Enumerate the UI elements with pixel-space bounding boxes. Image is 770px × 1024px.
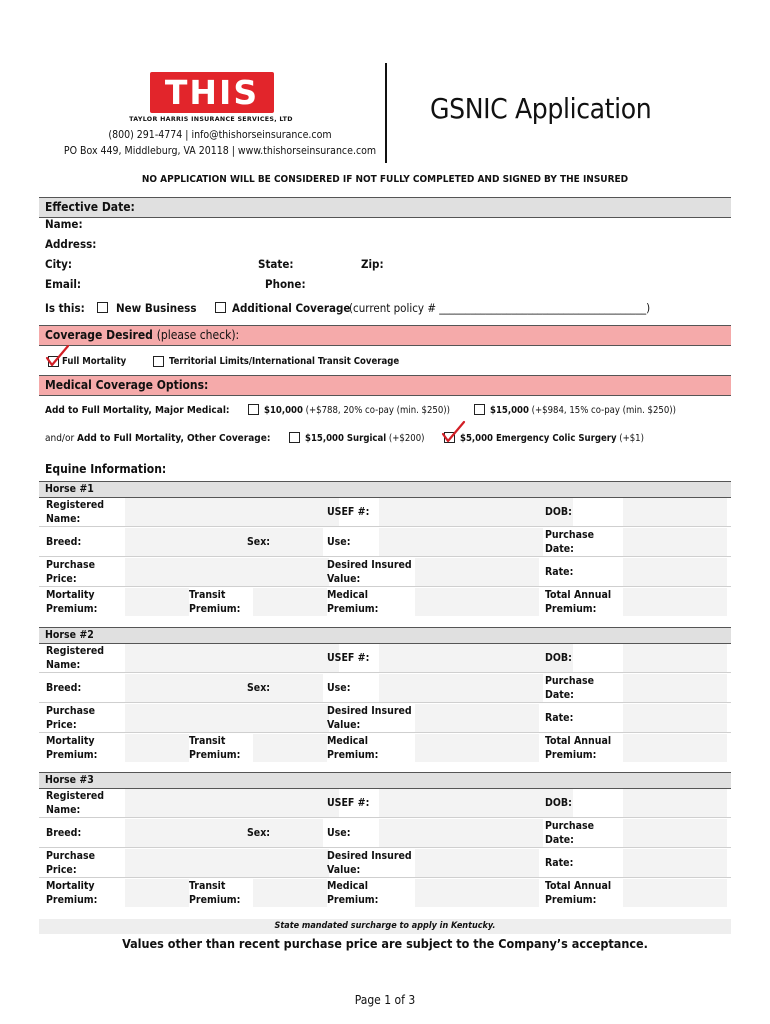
- registered-name-label: Registered Name:: [46, 790, 105, 816]
- horse-row: [39, 818, 731, 848]
- desired-value-input[interactable]: [415, 704, 539, 732]
- coverage-band: [39, 325, 731, 346]
- additional-coverage-checkbox[interactable]: [215, 302, 226, 313]
- usef-input[interactable]: [379, 789, 573, 817]
- dob-input[interactable]: [623, 498, 727, 526]
- state-label: State:: [258, 257, 294, 271]
- major-medical-15000-checkbox[interactable]: [474, 404, 485, 415]
- page-title: GSNIC Application: [430, 92, 652, 125]
- registered-name-label: Registered Name:: [46, 645, 105, 671]
- contact-line: (800) 291-4774 | info@thishorseinsurance.com: [108, 129, 332, 141]
- use-input[interactable]: [379, 528, 543, 556]
- usef-label: USEF #:: [327, 797, 370, 809]
- company-logo: [150, 72, 274, 113]
- purchase-price-input[interactable]: [125, 704, 329, 732]
- surgical-15000-option: $15,000 Surgical (+$200): [305, 433, 425, 444]
- major-medical-15000-option: $15,000 (+$984, 15% co-pay (min. $250)): [490, 405, 676, 416]
- is-this-label: Is this:: [45, 301, 85, 315]
- major-medical-10000-option: $10,000 (+$788, 20% co-pay (min. $250)): [264, 405, 450, 416]
- state-input[interactable]: [300, 257, 355, 271]
- current-policy-field[interactable]: (current policy # ________________________________________): [349, 301, 651, 315]
- purchase-price-input[interactable]: [125, 849, 329, 877]
- transit-premium-input[interactable]: [253, 879, 327, 907]
- dob-label: DOB:: [545, 506, 572, 518]
- rate-label: Rate:: [545, 712, 574, 724]
- equine-title: Equine Information:: [45, 462, 167, 476]
- rate-label: Rate:: [545, 566, 574, 578]
- sex-input[interactable]: [279, 528, 323, 556]
- use-label: Use:: [327, 536, 351, 548]
- registered-name-input[interactable]: [125, 789, 339, 817]
- purchase-date-label: Purchase Date:: [545, 675, 595, 701]
- full-mortality-label: Full Mortality: [62, 356, 127, 367]
- transit-premium-input[interactable]: [253, 588, 327, 616]
- purchase-price-label: Purchase Price:: [46, 850, 96, 876]
- address-input[interactable]: [100, 237, 720, 251]
- acceptance-note: Values other than recent purchase price are subject to the Company’s acceptance.: [122, 936, 648, 951]
- transit-premium-input[interactable]: [253, 734, 327, 762]
- mortality-premium-label: Mortality Premium:: [46, 735, 98, 761]
- completion-notice: NO APPLICATION WILL BE CONSIDERED IF NOT FULLY COMPLETED AND SIGNED BY THE INSURED: [141, 174, 629, 185]
- horse-row: [39, 848, 731, 878]
- usef-label: USEF #:: [327, 506, 370, 518]
- phone-input[interactable]: [312, 277, 512, 291]
- city-label: City:: [45, 257, 72, 271]
- horse-row: [39, 557, 731, 587]
- dob-input[interactable]: [623, 644, 727, 672]
- name-label: Name:: [45, 217, 83, 231]
- horse-row: [39, 497, 731, 527]
- horse-title: Horse #1: [45, 483, 94, 495]
- desired-value-input[interactable]: [415, 558, 539, 586]
- mortality-premium-label: Mortality Premium:: [46, 880, 98, 906]
- major-medical-label: Add to Full Mortality, Major Medical:: [45, 405, 230, 416]
- horse-row: [39, 587, 731, 616]
- medical-premium-label: Medical Premium:: [327, 880, 379, 906]
- major-medical-10000-checkbox[interactable]: [248, 404, 259, 415]
- registered-name-label: Registered Name:: [46, 499, 105, 525]
- horse-title: Horse #2: [45, 629, 94, 641]
- registered-name-input[interactable]: [125, 498, 339, 526]
- total-premium-input[interactable]: [623, 734, 727, 762]
- breed-label: Breed:: [46, 682, 82, 694]
- effective-date-label: Effective Date:: [45, 200, 135, 214]
- medical-band: [39, 375, 731, 396]
- purchase-price-label: Purchase Price:: [46, 705, 96, 731]
- transit-premium-label: Transit Premium:: [189, 589, 241, 615]
- rate-input[interactable]: [623, 704, 727, 732]
- sex-input[interactable]: [279, 819, 323, 847]
- effective-date-band: [39, 197, 731, 218]
- sex-input[interactable]: [279, 674, 323, 702]
- horse-title: Horse #3: [45, 774, 94, 786]
- zip-input[interactable]: [390, 257, 510, 271]
- horse-header: [39, 481, 731, 498]
- phone-label: Phone:: [265, 277, 306, 291]
- sex-label: Sex:: [247, 827, 271, 839]
- mortality-premium-input[interactable]: [125, 588, 189, 616]
- purchase-price-label: Purchase Price:: [46, 559, 96, 585]
- breed-label: Breed:: [46, 536, 82, 548]
- total-premium-input[interactable]: [623, 879, 727, 907]
- total-premium-input[interactable]: [623, 588, 727, 616]
- territorial-limits-checkbox[interactable]: [153, 356, 164, 367]
- rate-input[interactable]: [623, 558, 727, 586]
- horse-row: [39, 733, 731, 762]
- horse-row: [39, 878, 731, 907]
- medical-premium-label: Medical Premium:: [327, 589, 379, 615]
- use-input[interactable]: [379, 674, 543, 702]
- desired-value-label: Desired Insured Value:: [327, 559, 412, 585]
- sex-label: Sex:: [247, 536, 271, 548]
- email-input[interactable]: [85, 277, 255, 291]
- usef-input[interactable]: [379, 644, 573, 672]
- purchase-date-input[interactable]: [623, 819, 727, 847]
- purchase-date-input[interactable]: [623, 528, 727, 556]
- medical-premium-label: Medical Premium:: [327, 735, 379, 761]
- surcharge-band: [39, 919, 731, 934]
- use-label: Use:: [327, 682, 351, 694]
- medical-premium-input[interactable]: [415, 588, 539, 616]
- rate-label: Rate:: [545, 857, 574, 869]
- medical-premium-input[interactable]: [415, 734, 539, 762]
- logo-text: THIS: [164, 73, 260, 112]
- mortality-premium-input[interactable]: [125, 734, 189, 762]
- medical-title: Medical Coverage Options:: [45, 378, 209, 392]
- mortality-premium-input[interactable]: [125, 879, 189, 907]
- horse-row: [39, 788, 731, 818]
- horse-row: [39, 703, 731, 733]
- territorial-limits-label: Territorial Limits/International Transit Coverage: [169, 356, 400, 367]
- desired-value-input[interactable]: [415, 849, 539, 877]
- city-input[interactable]: [80, 257, 250, 271]
- address-label: Address:: [45, 237, 97, 251]
- horse-row: [39, 643, 731, 673]
- coverage-hint: (please check):: [156, 328, 240, 342]
- zip-label: Zip:: [361, 257, 384, 271]
- use-input[interactable]: [379, 819, 543, 847]
- purchase-price-input[interactable]: [125, 558, 329, 586]
- additional-coverage-label: Additional Coverage: [232, 301, 351, 315]
- breed-label: Breed:: [46, 827, 82, 839]
- purchase-date-input[interactable]: [623, 674, 727, 702]
- dob-label: DOB:: [545, 797, 572, 809]
- effective-date-input[interactable]: [139, 200, 719, 214]
- new-business-checkbox[interactable]: [97, 302, 108, 313]
- registered-name-input[interactable]: [125, 644, 339, 672]
- email-label: Email:: [45, 277, 82, 291]
- desired-value-label: Desired Insured Value:: [327, 705, 412, 731]
- usef-label: USEF #:: [327, 652, 370, 664]
- use-label: Use:: [327, 827, 351, 839]
- total-premium-label: Total Annual Premium:: [545, 735, 612, 761]
- colic-surgery-option: $5,000 Emergency Colic Surgery (+$1): [460, 433, 644, 444]
- purchase-date-label: Purchase Date:: [545, 820, 595, 846]
- address-line: PO Box 449, Middleburg, VA 20118 | www.thishorseinsurance.com: [63, 145, 377, 157]
- horse-header: [39, 627, 731, 644]
- horse-row: [39, 673, 731, 703]
- page-number: Page 1 of 3: [354, 993, 416, 1007]
- rate-input[interactable]: [623, 849, 727, 877]
- desired-value-label: Desired Insured Value:: [327, 850, 412, 876]
- medical-premium-input[interactable]: [415, 879, 539, 907]
- sex-label: Sex:: [247, 682, 271, 694]
- new-business-label: New Business: [116, 301, 197, 315]
- company-name: TAYLOR HARRIS INSURANCE SERVICES, LTD: [129, 116, 293, 123]
- mortality-premium-label: Mortality Premium:: [46, 589, 98, 615]
- coverage-title: Coverage Desired: [45, 328, 153, 342]
- name-input[interactable]: [90, 217, 720, 231]
- surgical-15000-checkbox[interactable]: [289, 432, 300, 443]
- purchase-date-label: Purchase Date:: [545, 529, 595, 555]
- dob-label: DOB:: [545, 652, 572, 664]
- other-coverage-label: and/or Add to Full Mortality, Other Coverage:: [45, 433, 271, 444]
- usef-input[interactable]: [379, 498, 573, 526]
- horse-header: [39, 772, 731, 789]
- header-divider: [385, 63, 387, 163]
- dob-input[interactable]: [623, 789, 727, 817]
- surcharge-note: State mandated surcharge to apply in Kentucky.: [274, 921, 496, 931]
- transit-premium-label: Transit Premium:: [189, 880, 241, 906]
- transit-premium-label: Transit Premium:: [189, 735, 241, 761]
- total-premium-label: Total Annual Premium:: [545, 880, 612, 906]
- total-premium-label: Total Annual Premium:: [545, 589, 612, 615]
- horse-row: [39, 527, 731, 557]
